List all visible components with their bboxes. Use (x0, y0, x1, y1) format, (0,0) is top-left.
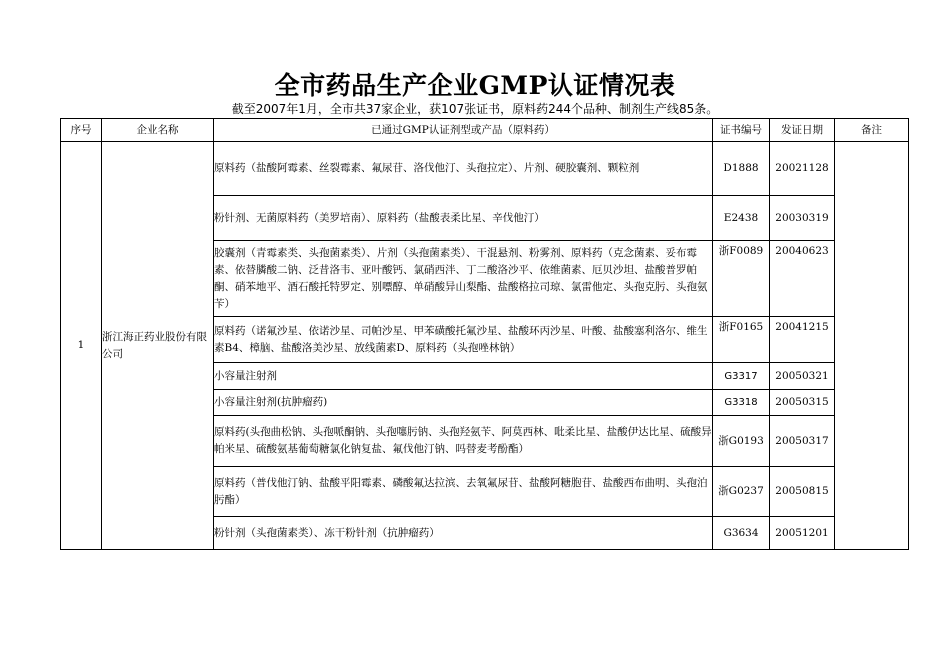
cert-number: 浙F0165 (713, 317, 770, 363)
header-issue-date: 发证日期 (770, 119, 835, 142)
issue-date: 20021128 (770, 142, 835, 196)
product-cell: 原料药（盐酸阿霉素、丝裂霉素、氟尿苷、洛伐他汀、头孢拉定）、片剂、硬胶囊剂、颗粒剂 (214, 142, 713, 196)
notes-cell (835, 142, 909, 550)
cert-number: G3634 (713, 517, 770, 550)
product-cell: 粉针剂、无菌原料药（美罗培南）、原料药（盐酸表柔比星、辛伐他汀） (214, 196, 713, 241)
header-products: 已通过GMP认证剂型或产品（原料药） (214, 119, 713, 142)
table-row (61, 142, 909, 196)
issue-date: 20050815 (770, 467, 835, 517)
cert-number: 浙G0193 (713, 416, 770, 467)
cert-number: D1888 (713, 142, 770, 196)
cert-number: E2438 (713, 196, 770, 241)
header-index: 序号 (61, 119, 102, 142)
header-cert-no: 证书编号 (713, 119, 770, 142)
gmp-table (60, 118, 909, 550)
product-cell: 粉针剂（头孢菌素类）、冻干粉针剂（抗肿瘤药） (214, 517, 713, 550)
issue-date: 20030319 (770, 196, 835, 241)
issue-date: 20051201 (770, 517, 835, 550)
header-company: 企业名称 (102, 119, 214, 142)
cert-number: G3317 (713, 363, 770, 390)
page-title: 全市药品生产企业GMP认证情况表 (274, 71, 676, 100)
page-subtitle: 截至2007年1月，全市共37家企业，获107张证书，原料药244个品种、制剂生产线85条。 (231, 102, 719, 116)
issue-date: 20040623 (770, 241, 835, 317)
issue-date: 20050317 (770, 416, 835, 467)
cert-number: G3318 (713, 390, 770, 416)
row-index: 1 (61, 142, 102, 550)
issue-date: 20050315 (770, 390, 835, 416)
issue-date: 20041215 (770, 317, 835, 363)
issue-date: 20050321 (770, 363, 835, 390)
product-cell: 原料药（诺氟沙星、依诺沙星、司帕沙星、甲苯磺酸托氟沙星、盐酸环丙沙星、叶酸、盐酸塞利洛尔、维生素B4、樟脑、盐酸洛美沙星、放线菌素D、原料药（头孢唑林钠） (214, 317, 713, 363)
cert-number: 浙G0237 (713, 467, 770, 517)
header-row (61, 119, 909, 142)
cert-number: 浙F0089 (713, 241, 770, 317)
product-cell: 原料药（普伐他汀钠、盐酸平阳霉素、磷酸氟达拉滨、去氧氟尿苷、盐酸阿糖胞苷、盐酸西布曲明、头孢泊肟酯） (214, 467, 713, 517)
product-cell: 小容量注射剂(抗肿瘤药) (214, 390, 713, 416)
product-cell: 原料药(头孢曲松钠、头孢哌酮钠、头孢噻肟钠、头孢羟氨苄、阿莫西林、吡柔比星、盐酸伊达比星、硫酸异帕米星、硫酸氨基葡萄糖氯化钠复盐、氟伐他汀钠、吗替麦考酚酯） (214, 416, 713, 467)
header-notes: 备注 (835, 119, 909, 142)
company-name: 浙江海正药业股份有限公司 (102, 142, 214, 550)
product-cell: 胶囊剂（青霉素类、头孢菌素类）、片剂（头孢菌素类）、干混悬剂、粉雾剂、原料药（克念菌素、妥布霉素、依替膦酸二钠、泛昔洛韦、亚叶酸钙、氯硝西泮、丁二酸洛沙平、依维菌素、厄贝沙坦、盐酸普罗帕酮、硝苯地平、酒石酸托特罗定、别嘌醇、单硝酸异山梨酯、盐酸格拉司琼、氯雷他定、头孢克肟、头孢氨苄） (214, 241, 713, 317)
product-cell: 小容量注射剂 (214, 363, 713, 390)
